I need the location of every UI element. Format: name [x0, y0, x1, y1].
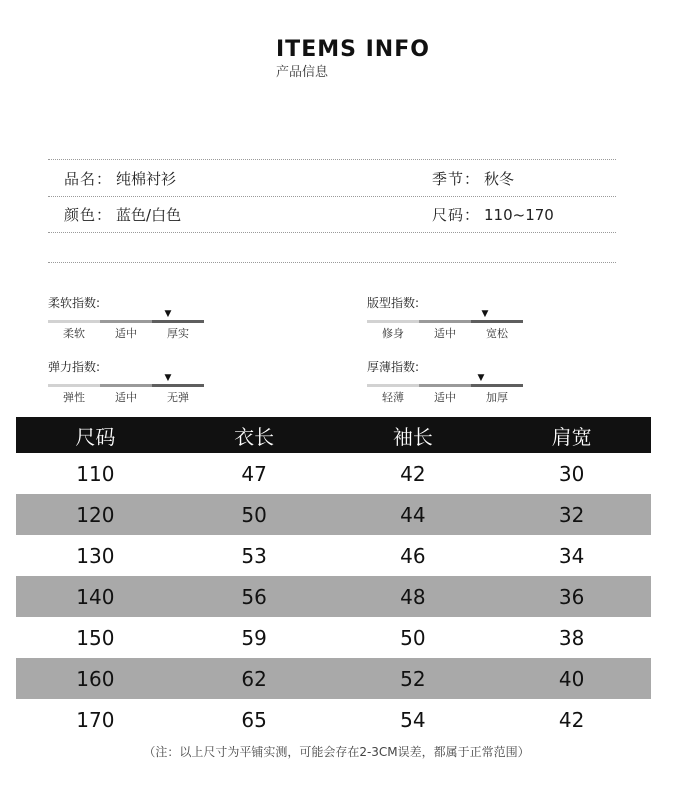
table-cell: 62	[175, 658, 334, 699]
table-cell: 42	[558, 707, 585, 732]
table-cell: 47	[241, 461, 267, 486]
table-header-row	[16, 417, 651, 453]
dotted-divider	[48, 159, 616, 160]
info-product-name	[64, 169, 176, 189]
table-cell: 52	[334, 658, 493, 699]
table-row	[16, 453, 651, 494]
table-cell: 34	[558, 543, 585, 568]
index-option: 适中	[115, 391, 137, 404]
index-option: 柔软	[63, 327, 85, 340]
index-option: 适中	[115, 327, 137, 340]
table-cell: 48	[334, 576, 493, 617]
table-row	[16, 699, 651, 740]
table-cell: 110	[76, 461, 115, 486]
index-option: 轻薄	[382, 391, 404, 404]
index-thickness	[367, 360, 523, 410]
size-chart-table	[16, 417, 651, 740]
table-row	[16, 494, 651, 535]
index-title: 弹力指数:	[48, 360, 101, 374]
index-scale-labels	[367, 391, 523, 405]
table-row	[16, 535, 651, 576]
index-scale-bar	[367, 320, 523, 323]
index-option: 适中	[434, 391, 456, 404]
index-option: 加厚	[486, 391, 508, 404]
table-cell: 50	[175, 494, 334, 535]
column-header-size: 尺码	[16, 417, 175, 453]
index-scale-labels	[48, 391, 204, 405]
table-cell: 65	[241, 707, 267, 732]
info-label: 尺码：	[432, 206, 481, 224]
info-color	[64, 205, 181, 225]
table-cell: 160	[16, 658, 175, 699]
dotted-divider	[48, 196, 616, 197]
items-info-header	[276, 38, 430, 82]
triangle-down-icon: ▼	[477, 373, 485, 383]
triangle-down-icon: ▼	[164, 309, 172, 319]
info-value: 纯棉衬衫	[116, 170, 177, 188]
info-label: 颜色：	[64, 206, 113, 224]
table-cell: 54	[400, 707, 426, 732]
column-header-shoulder: 肩宽	[492, 417, 651, 453]
index-scale-bar	[48, 320, 204, 323]
info-value: 蓝色/白色	[116, 206, 182, 224]
table-cell: 36	[492, 576, 651, 617]
section-subtitle: 产品信息	[276, 65, 329, 80]
info-season	[432, 169, 514, 189]
table-cell: 59	[241, 625, 267, 650]
index-option: 适中	[434, 327, 456, 340]
table-cell: 44	[334, 494, 493, 535]
dotted-divider	[48, 262, 616, 263]
index-elasticity	[48, 360, 204, 410]
table-cell: 30	[558, 461, 585, 486]
index-scale-bar	[48, 384, 204, 387]
table-cell: 38	[558, 625, 585, 650]
table-cell: 150	[76, 625, 115, 650]
table-cell: 32	[492, 494, 651, 535]
dotted-divider	[48, 232, 616, 233]
index-option: 宽松	[486, 327, 508, 340]
info-value: 秋冬	[484, 170, 515, 188]
column-header-length: 衣长	[175, 417, 334, 453]
table-cell: 120	[16, 494, 175, 535]
table-cell: 42	[400, 461, 426, 486]
table-cell: 130	[76, 543, 115, 568]
info-value: 110~170	[484, 206, 554, 224]
index-option: 无弹	[167, 391, 189, 404]
table-cell: 50	[400, 625, 426, 650]
table-cell: 56	[175, 576, 334, 617]
measurement-note: （注：以上尺寸为平铺实测，可能会存在2-3CM误差，都属于正常范围）	[143, 745, 530, 759]
info-label: 品名：	[64, 170, 113, 188]
column-header-sleeve: 袖长	[334, 417, 493, 453]
table-row	[16, 576, 651, 617]
index-scale-bar	[367, 384, 523, 387]
info-label: 季节：	[432, 170, 481, 188]
table-cell: 140	[16, 576, 175, 617]
table-cell: 53	[241, 543, 267, 568]
index-option: 弹性	[63, 391, 85, 404]
index-title: 柔软指数:	[48, 296, 101, 310]
info-size-range	[432, 205, 554, 225]
section-title: ITEMS INFO	[276, 37, 430, 62]
table-cell: 46	[400, 543, 426, 568]
table-row	[16, 617, 651, 658]
triangle-down-icon: ▼	[481, 309, 489, 319]
index-scale-labels	[48, 327, 204, 341]
index-softness	[48, 296, 204, 346]
index-option: 厚实	[167, 327, 189, 340]
table-row	[16, 658, 651, 699]
index-fit	[367, 296, 523, 346]
index-title: 版型指数:	[367, 296, 420, 310]
triangle-down-icon: ▼	[164, 373, 172, 383]
table-cell: 170	[76, 707, 115, 732]
index-title: 厚薄指数:	[367, 360, 420, 374]
index-scale-labels	[367, 327, 523, 341]
table-cell: 40	[492, 658, 651, 699]
index-option: 修身	[382, 327, 404, 340]
